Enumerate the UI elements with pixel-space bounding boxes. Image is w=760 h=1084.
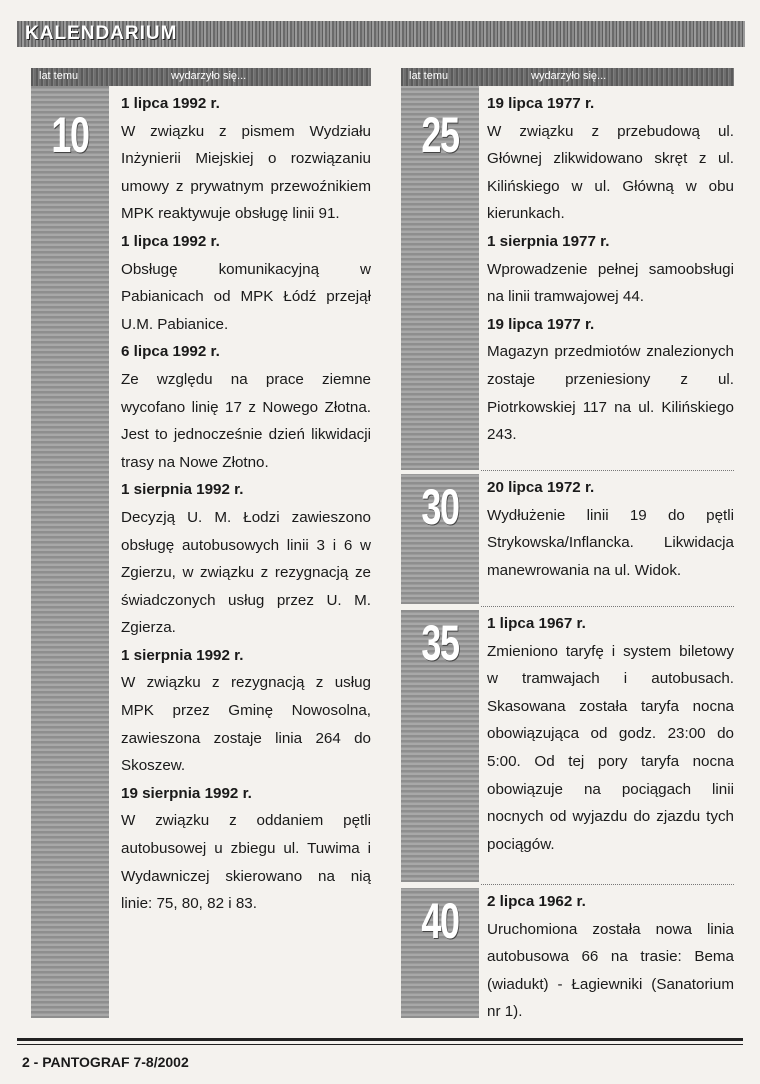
years-ago-number: 30 xyxy=(421,479,459,535)
group-40-entries xyxy=(487,888,734,1026)
footer-rule xyxy=(17,1038,743,1041)
event-description: Ze względu na prace ziemne wycofano linię 17 z Nowego Złotna. Jest to jednocześnie dzień likwidacji trasy na Nowe Złotno. xyxy=(121,370,371,471)
event-description: W związku z rezygnacją z usług MPK przez Gminę Nowosolna, zawieszona zostaje linia 264 do Skoszew. xyxy=(121,674,371,775)
event-date: 19 sierpnia 1992 r. xyxy=(121,784,252,802)
event-description: W związku z pismem Wydziału Inżynierii Miejskiej o rozwiązaniu umowy z prywatnym przewoźnikiem MPK reaktywuje obsługę linii 91. xyxy=(121,122,371,223)
event-description: W związku z oddaniem pętli autobusowej u zbiegu ul. Tuwima i Wydawniczej skierowano na nią linie: 75, 80, 82 i 83. xyxy=(121,812,371,913)
years-ago-number: 35 xyxy=(421,615,459,671)
event-entry xyxy=(487,888,734,1026)
section-banner xyxy=(17,21,745,47)
event-date: 6 lipca 1992 r. xyxy=(121,343,220,361)
event-entry xyxy=(121,228,371,338)
years-ago-number: 10 xyxy=(51,107,89,163)
event-entry xyxy=(121,780,371,918)
section-title: KALENDARIUM xyxy=(25,23,178,44)
page-footer: 2 - PANTOGRAF 7-8/2002 xyxy=(22,1054,189,1070)
event-date: 1 lipca 1992 r. xyxy=(121,232,220,250)
event-entry xyxy=(487,610,734,858)
event-entry xyxy=(121,642,371,780)
event-date: 20 lipca 1972 r. xyxy=(487,479,595,496)
event-description: Wprowadzenie pełnej samoobsługi na linii tramwajowej 44. xyxy=(487,260,734,306)
right-column-header xyxy=(401,68,734,86)
event-date: 1 sierpnia 1977 r. xyxy=(487,232,610,250)
group-30-entries xyxy=(487,474,734,584)
footer-rule-thin xyxy=(17,1044,743,1045)
event-description: Decyzją U. M. Łodzi zawieszono obsługę autobusowych linii 3 i 6 w Zgierzu, w związku z rezygnacją ze świadczonych usług przez U. M. Zgierza. xyxy=(121,508,371,637)
event-date: 2 lipca 1962 r. xyxy=(487,893,586,910)
group-25-entries xyxy=(487,90,734,449)
left-column-header xyxy=(31,68,371,86)
events-label: wydarzyło się... xyxy=(531,70,607,82)
group-35-entries xyxy=(487,610,734,858)
years-sidebar xyxy=(31,86,109,1018)
event-date: 1 lipca 1992 r. xyxy=(121,95,220,112)
left-column xyxy=(31,68,371,1018)
event-entry xyxy=(487,228,734,311)
group-separator xyxy=(481,884,734,885)
event-entry xyxy=(121,90,371,228)
event-entry xyxy=(487,90,734,228)
years-ago-number: 40 xyxy=(421,893,459,949)
event-description: Uruchomiona została nowa linia autobusowa 66 na trasie: Bema (wiadukt) - Łagiewniki (Sanatorium nr 1). xyxy=(487,920,734,1021)
event-entry xyxy=(487,474,734,584)
event-date: 19 lipca 1977 r. xyxy=(487,315,595,333)
event-date: 1 lipca 1967 r. xyxy=(487,615,586,632)
years-ago-label: lat temu xyxy=(409,70,449,82)
group-separator xyxy=(481,470,734,471)
group-separator xyxy=(481,606,734,607)
events-label: wydarzyło się... xyxy=(171,70,247,82)
right-column xyxy=(401,68,734,1021)
event-description: Zmieniono taryfę i system biletowy w tramwajach i autobusach. Skasowana została taryfa nocna obowiązująca od godz. 23:00 do 5:00. Od tej pory taryfa nocna obowiązuje na pociągach linii nocnych od wyjazdu do zjazdu tych pociągów. xyxy=(487,642,734,853)
event-date: 19 lipca 1977 r. xyxy=(487,95,595,112)
event-description: Magazyn przedmiotów znalezionych zostaje przeniesiony z ul. Piotrkowskiej 117 na ul. Kilińskiego 243. xyxy=(487,343,734,444)
event-entry xyxy=(121,476,371,642)
years-ago-label: lat temu xyxy=(39,70,79,82)
years-ago-number: 25 xyxy=(421,107,459,163)
event-description: Wydłużenie linii 19 do pętli Strykowska/Inflancka. Likwidacja manewrowania na ul. Widok. xyxy=(487,506,734,579)
left-entries xyxy=(121,90,371,918)
event-entry xyxy=(487,311,734,449)
event-entry xyxy=(121,338,371,476)
event-description: Obsługę komunikacyjną w Pabianicach od MPK Łódź przejął U.M. Pabianice. xyxy=(121,260,371,333)
event-date: 1 sierpnia 1992 r. xyxy=(121,646,244,664)
event-description: W związku z przebudową ul. Głównej zlikwidowano skręt z ul. Kilińskiego w ul. Główną w obu kierunkach. xyxy=(487,122,734,223)
event-date: 1 sierpnia 1992 r. xyxy=(121,481,244,499)
